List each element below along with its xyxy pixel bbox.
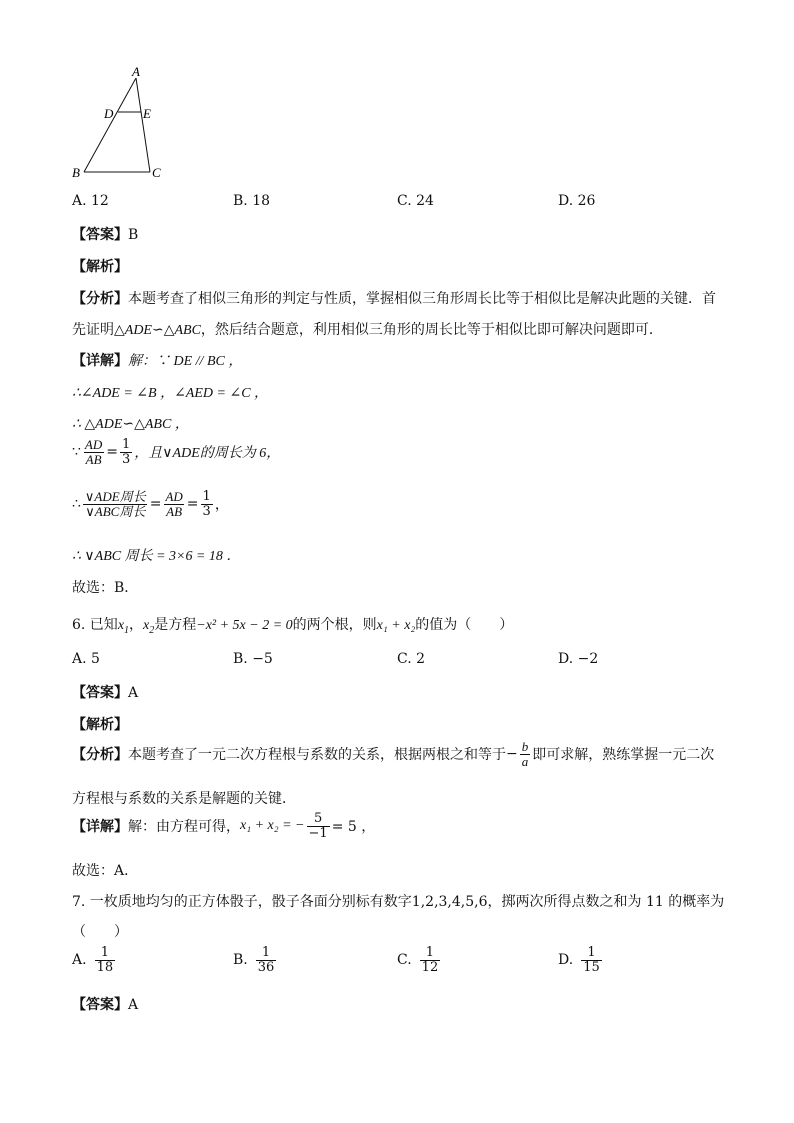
q6-choose: 故选：A．: [72, 863, 139, 879]
label-c: C: [152, 165, 161, 180]
q7-stem-line1: 7. 一枚质地均匀的正方体骰子，骰子各面分别标有数字1,2,3,4,5,6，掷两次所得点数之和为 11 的概率为: [72, 894, 725, 910]
q5-option-c: C. 24: [397, 193, 434, 209]
q6-answer: 【答案】A: [72, 685, 139, 701]
q6-option-d: D. −2: [558, 651, 599, 667]
q5-fenxi-line2: 先证明△ADE∽△ABC，然后结合题意，利用相似三角形的周长比等于相似比即可解决问题即可．: [72, 322, 663, 338]
q6-fenxi-line2: 方程根与系数的关系是解题的关键．: [72, 791, 296, 807]
q5-answer: 【答案】B: [72, 227, 139, 243]
q6-fenxi-line1: 【分析】 本题考查了一元二次方程根与系数的关系，根据两根之和等于 − $\frac{b}{a}$ 即可求解，熟练掌握一元二次: [72, 739, 715, 769]
label-e: E: [143, 106, 151, 121]
q5-detail-line2: ∴∠ADE = ∠B ，∠AED = ∠C ，: [72, 386, 269, 401]
q6-option-a: A. 5: [72, 651, 100, 667]
q5-analysis-tag: 【解析】: [72, 259, 128, 275]
q5-option-a: A. 12: [72, 193, 109, 209]
label-b: B: [72, 165, 80, 180]
q5-choose: 故选：B．: [72, 580, 139, 596]
q7-stem-line2: （ ）: [72, 924, 128, 940]
side-ac: [136, 78, 150, 172]
q5-option-b: B. 18: [233, 193, 271, 209]
side-ab: [84, 78, 136, 172]
q5-detail-line4: ∵ $\frac{AD}{AB}$ = $\frac{1}{3}$ ，且∨ADE的周长为 6，: [72, 437, 281, 467]
q5-detail-line5: ∴ $\frac{\text{∨ADE周长}}{\text{∨ABC周长}}$ = $\frac{AD}{AB}$ = $\frac{1}{3}$ ，: [72, 489, 229, 519]
q7-option-b: B. $\frac{1}{36}$: [233, 945, 275, 975]
label-d: D: [104, 106, 114, 121]
triangle-figure: [60, 60, 180, 190]
q6-option-b: B. −5: [233, 651, 273, 667]
label-a: A: [132, 64, 140, 79]
q6-analysis-tag: 【解析】: [72, 717, 128, 733]
q7-option-a: A. $\frac{1}{18}$: [72, 945, 114, 975]
q5-option-d: D. 26: [558, 193, 596, 209]
q7-option-c: C. $\frac{1}{12}$: [397, 945, 439, 975]
q7-answer: 【答案】A: [72, 997, 139, 1013]
q5-fenxi-line1: 【分析】本题考查了相似三角形的判定与性质，掌握相似三角形周长比等于相似比是解决此题的关键．首: [72, 291, 716, 307]
q7-option-d: D. $\frac{1}{15}$: [558, 945, 600, 975]
q5-detail-line1: 【详解】解：∵ DE // BC ，: [72, 353, 243, 369]
q6-option-c: C. 2: [397, 651, 426, 667]
q5-detail-line6: ∴ ∨ABC 周长 = 3×6 = 18 ．: [72, 549, 241, 564]
q6-detail: 【详解】 解：由方程可得， x₁ + x₂ = − $\frac{5}{-1}$ = 5 ，: [72, 811, 376, 841]
q6-stem: 6. 已知$x_1$，$x_2$是方程−x² + 5x − 2 = 0的两个根，则x₁ + x₂的值为（ ）: [72, 617, 514, 636]
q5-detail-line3: ∴ △ADE∽△ABC ，: [72, 417, 189, 432]
